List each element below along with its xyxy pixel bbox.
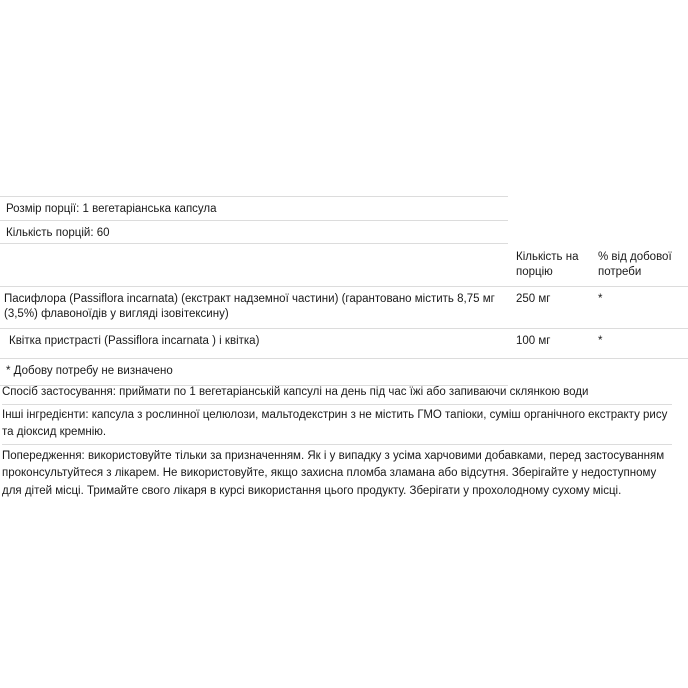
ingredients-table [0, 244, 688, 359]
ingredient-daily-value: * [592, 329, 688, 359]
supplement-facts [0, 196, 672, 386]
table-row [0, 287, 688, 329]
ingredient-amount: 100 мг [510, 329, 592, 359]
serving-size: Розмір порції: 1 вегетаріанська капсула [0, 196, 508, 220]
header-amount: Кількість на порцію [510, 244, 592, 287]
ingredient-name: Пасифлора (Passiflora incarnata) (екстракт надземної частини) (гарантовано містить 8,75 мг (3,5%) флавоноїдів у вигляді ізовітексину) [0, 287, 510, 329]
ingredient-amount: 250 мг [510, 287, 592, 329]
footnote: * Добову потребу не визначено [0, 359, 508, 386]
header-name-cell [0, 244, 510, 287]
warning-text: Попередження: використовуйте тільки за призначенням. Як і у випадку з усіма харчовими добавками, перед застосуванням проконсультуйтеся з лікарем. Не використовуйте, якщо захисна пломба зламана або відсутня. Зберігайте у недоступному для дітей місці. Тримайте свого лікаря в курсі використання цього продукту. Зберігати у прохолодному сухому місці. [2, 444, 672, 501]
ingredient-daily-value: * [592, 287, 688, 329]
servings-count: Кількість порцій: 60 [0, 220, 508, 244]
other-ingredients-text: Інші інгредієнти: капсула з рослинної целюлози, мальтодекстрин з не містить ГМО тапіоки, суміш органічного екстракту рису та діоксид кремнію. [2, 404, 672, 444]
ingredient-name: Квітка пристрасті (Passiflora incarnata ) і квітка) [0, 329, 510, 359]
usage-text: Спосіб застосування: приймати по 1 вегетаріанській капсулі на день під час їжі або запиваючи склянкою води [2, 386, 589, 398]
table-header-row [0, 244, 688, 287]
table-row [0, 329, 688, 359]
header-daily-value: % від добової потреби [592, 244, 688, 287]
product-info-sections [2, 384, 672, 500]
